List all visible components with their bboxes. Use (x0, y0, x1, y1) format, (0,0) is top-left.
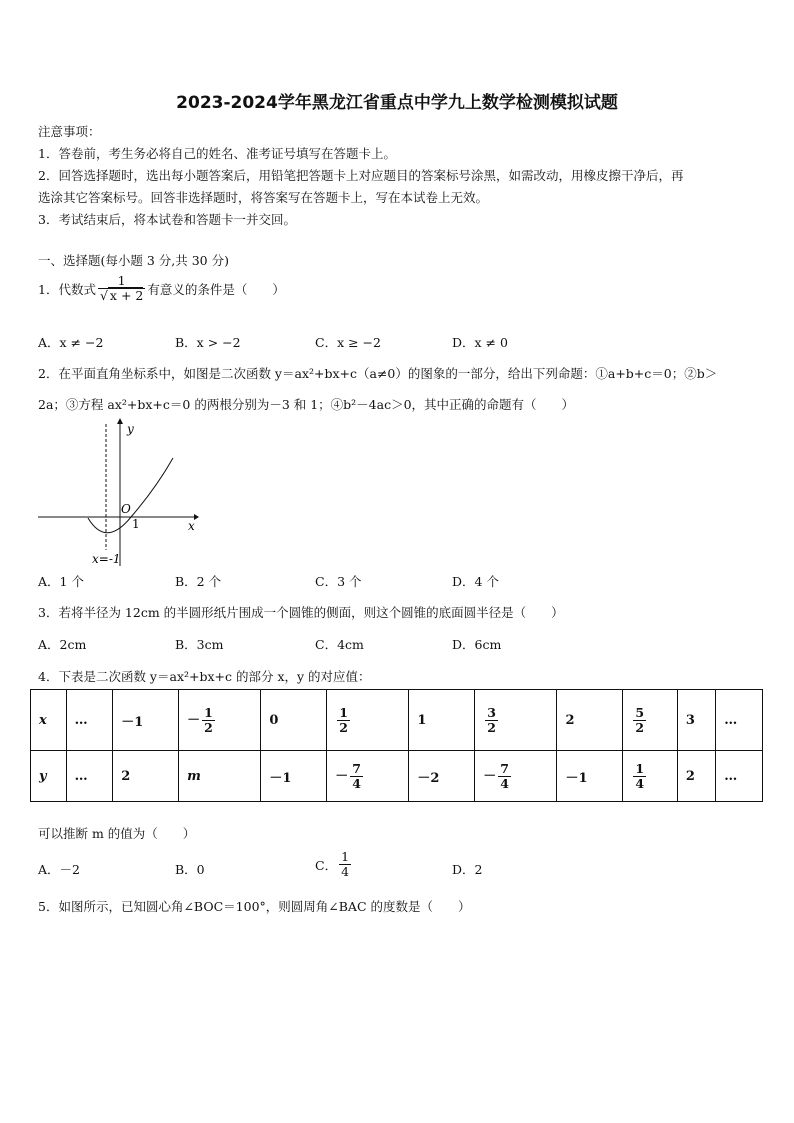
fraction-den: 2 (339, 719, 348, 735)
tick-one-label: 1 (132, 517, 140, 531)
cell-text: 1 (417, 712, 427, 728)
table-cell (409, 690, 475, 751)
cell-text: －1 (121, 714, 144, 730)
fraction (337, 706, 350, 735)
y-axis-label: y (127, 422, 134, 436)
table-cell (557, 751, 623, 802)
q1-option-c[interactable]: C．x ≥ −2 (315, 335, 381, 350)
question-4: 4．下表是二次函数 y＝ax²+bx+c 的部分 x，y 的对应值： (38, 669, 371, 684)
q1-fraction-num: 1 (117, 273, 126, 288)
q1-option-a[interactable]: A．x ≠ −2 (38, 335, 104, 350)
table-cell (677, 690, 715, 751)
cell-text: … (74, 712, 88, 728)
q4-option-c-fraction (339, 850, 351, 879)
cell-text: 3 (685, 712, 695, 728)
cell-text: －1 (565, 770, 588, 786)
q2-option-b[interactable]: B．2 个 (175, 574, 222, 589)
fraction-num: 1 (635, 760, 645, 776)
table-cell (475, 690, 557, 751)
table-cell (623, 751, 678, 802)
table-cell (557, 690, 623, 751)
notice-item-3: 3．考试结束后，将本试卷和答题卡一并交回。 (38, 212, 296, 227)
table-cell (66, 690, 113, 751)
fraction-den: 2 (635, 719, 645, 735)
y-axis-arrow (117, 418, 123, 424)
q3-option-c[interactable]: C．4cm (315, 637, 364, 652)
fraction-den: 2 (204, 719, 213, 735)
symmetry-label: x=-1 (92, 552, 121, 566)
table-cell (31, 751, 67, 802)
q4-option-c[interactable] (315, 850, 353, 879)
table-cell (261, 751, 327, 802)
q1-suffix: 有意义的条件是（ ） (147, 281, 285, 297)
table-cell (475, 751, 557, 802)
q1-option-b[interactable]: B．x > −2 (175, 335, 241, 350)
table-row (31, 690, 763, 751)
table-cell (409, 751, 475, 802)
fraction-den: 4 (635, 775, 645, 791)
q2-option-c[interactable]: C．3 个 (315, 574, 362, 589)
q1-options (38, 333, 758, 353)
table-cell (623, 690, 678, 751)
q2-option-d[interactable]: D．4 个 (452, 574, 499, 589)
question-4-followup: 可以推断 m 的值为（ ） (38, 826, 196, 841)
table-cell (179, 751, 261, 802)
table-cell (716, 690, 763, 751)
fraction-sign: － (335, 768, 349, 784)
q1-sqrt-content: x + 2 (109, 288, 144, 303)
q2-parabola-graph (36, 418, 201, 568)
fraction-den: 2 (487, 719, 496, 735)
q4-option-c-letter: C． (315, 857, 338, 873)
section-heading: 一、选择题(每小题 3 分,共 30 分) (38, 253, 229, 268)
cell-text: 2 (121, 768, 131, 784)
fraction (633, 762, 646, 791)
fraction-sign: － (187, 712, 201, 728)
parabola-curve (88, 458, 173, 533)
cell-text: 0 (269, 712, 279, 728)
q1-option-d[interactable]: D．x ≠ 0 (452, 335, 508, 350)
table-cell (327, 690, 409, 751)
q4-option-a[interactable]: A．－2 (38, 862, 80, 877)
fraction-num: 7 (352, 760, 361, 776)
q3-option-b[interactable]: B．3cm (175, 637, 224, 652)
table-cell (327, 751, 409, 802)
fraction-num: 3 (487, 704, 496, 720)
q4-options (38, 850, 758, 890)
question-3: 3．若将半径为 12cm 的半圆形纸片围成一个圆锥的侧面，则这个圆锥的底面圆半径是（ ） (38, 605, 564, 620)
notice-item-2-cont: 选涂其它答案标号。回答非选择题时，将答案写在答题卡上，写在本试卷上无效。 (38, 190, 489, 205)
q4-option-c-num: 1 (341, 849, 350, 864)
fraction-den: 4 (352, 775, 361, 791)
cell-text: 2 (685, 768, 695, 784)
fraction (485, 706, 498, 735)
cell-text: x (39, 712, 47, 728)
q4-option-b[interactable]: B．0 (175, 862, 205, 877)
cell-text: … (724, 712, 738, 728)
cell-text: … (74, 768, 88, 784)
table-cell (261, 690, 327, 751)
notice-item-2: 2．回答选择题时，选出每小题答案后，用铅笔把答题卡上对应题目的答案标号涂黑，如需改动，用橡皮擦干净后，再 (38, 168, 684, 183)
question-1 (38, 274, 285, 303)
question-2-line-1: 2．在平面直角坐标系中，如图是二次函数 y＝ax²+bx+c（a≠0）的图象的一部分，给出下列命题：①a+b+c＝0；②b＞ (38, 366, 718, 381)
q4-option-c-den: 4 (341, 864, 350, 879)
table-cell (716, 751, 763, 802)
cell-text: y (39, 768, 47, 784)
notice-item-1: 1．答卷前，考生务必将自己的姓名、准考证号填写在答题卡上。 (38, 146, 396, 161)
table-row (31, 751, 763, 802)
q1-fraction (98, 274, 145, 303)
cell-text: … (724, 768, 738, 784)
origin-label: O (121, 502, 131, 516)
q3-options (38, 635, 758, 655)
q3-option-d[interactable]: D．6cm (452, 637, 502, 652)
question-2-line-2: 2a；③方程 ax²+bx+c＝0 的两根分别为－3 和 1；④b²－4ac＞0，其中正确的命题有（ ） (38, 397, 575, 412)
q4-value-table (30, 689, 763, 802)
fraction (633, 706, 646, 735)
q4-option-d[interactable]: D．2 (452, 862, 483, 877)
fraction-num: 1 (339, 704, 348, 720)
fraction-den: 4 (500, 775, 509, 791)
table-cell (677, 751, 715, 802)
cell-text: －1 (269, 770, 292, 786)
cell-text: 2 (565, 712, 575, 728)
q3-option-a[interactable]: A．2cm (38, 637, 87, 652)
page-title: 2023-2024学年黑龙江省重点中学九上数学检测模拟试题 (176, 93, 618, 113)
fraction (498, 762, 511, 791)
question-5: 5．如图所示，已知圆心角∠BOC＝100°，则圆周角∠BAC 的度数是（ ） (38, 899, 471, 914)
q1-prefix: 1．代数式 (38, 281, 96, 297)
table-cell (179, 690, 261, 751)
fraction-sign: － (483, 768, 497, 784)
table-cell (113, 751, 179, 802)
table-cell (31, 690, 67, 751)
q2-option-a[interactable]: A．1 个 (38, 574, 84, 589)
table-cell (113, 690, 179, 751)
cell-text: －2 (417, 770, 440, 786)
q1-fraction-den: √ x + 2 (99, 288, 144, 303)
fraction (350, 762, 363, 791)
notice-heading: 注意事项： (38, 124, 101, 139)
table-cell (66, 751, 113, 802)
fraction-num: 1 (204, 704, 213, 720)
q2-options (38, 572, 758, 592)
fraction-num: 5 (635, 704, 645, 720)
x-axis-label: x (188, 519, 195, 533)
fraction-num: 7 (500, 760, 509, 776)
cell-text: m (187, 768, 201, 784)
fraction (202, 706, 215, 735)
